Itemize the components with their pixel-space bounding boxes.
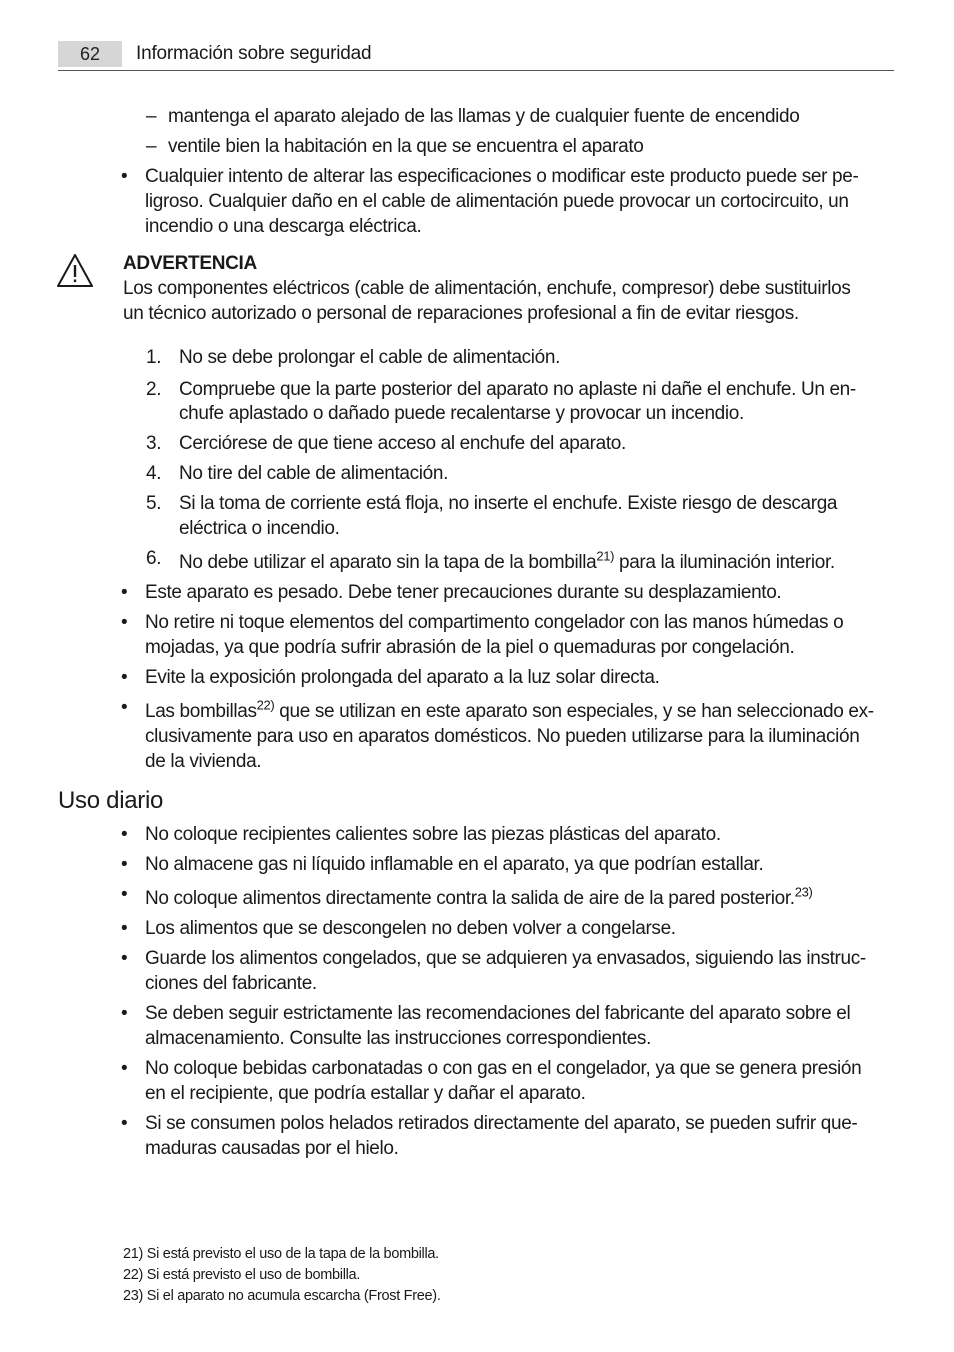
warning-line: Los componentes eléctricos (cable de alimentación, enchufe, compresor) debe sustituirlos: [123, 278, 851, 299]
bullet-line: en el recipiente, que podría estallar y dañar el aparato.: [145, 1083, 586, 1104]
bullet-marker: •: [121, 948, 128, 969]
bullet-line: Se deben seguir estrictamente las recomendaciones del fabricante del aparato sobre el: [145, 1003, 851, 1024]
numbered-line: Cerciórese de que tiene acceso al enchufe del aparato.: [179, 433, 626, 454]
bullet-marker: •: [121, 918, 128, 939]
list-number: 6.: [146, 548, 162, 569]
warning-title: ADVERTENCIA: [123, 253, 257, 274]
bullet-marker: •: [121, 824, 128, 845]
page-number: 62: [58, 41, 122, 67]
dash-item: mantenga el aparato alejado de las llamas y de cualquier fuente de encendido: [168, 106, 800, 127]
bullet-line: mojadas, ya que podría sufrir abrasión de la piel o quemaduras por congelación.: [145, 637, 795, 658]
footnote: 22) Si está previsto el uso de bombilla.: [123, 1267, 361, 1283]
list-number: 5.: [146, 493, 162, 514]
warning-line: un técnico autorizado o personal de reparaciones profesional a fin de evitar riesgos.: [123, 303, 799, 324]
bullet-marker: •: [121, 1003, 128, 1024]
bullet-marker: •: [121, 854, 128, 875]
warning-triangle-icon: [55, 252, 95, 290]
footnote: 21) Si está previsto el uso de la tapa de la bombilla.: [123, 1246, 439, 1262]
bullet-line: No almacene gas ni líquido inflamable en el aparato, ya que podrían estallar.: [145, 854, 764, 875]
bullet-marker: •: [121, 166, 128, 187]
numbered-text: para la iluminación interior.: [614, 552, 835, 573]
bullet-line: ligroso. Cualquier daño en el cable de alimentación puede provocar un cortocircuito, un: [145, 191, 849, 212]
bullet-line: Los alimentos que se descongelen no deben volver a congelarse.: [145, 918, 676, 939]
bullet-text: que se utilizan en este aparato son especiales, y se han seleccionado ex-: [274, 701, 874, 722]
numbered-line: No tire del cable de alimentación.: [179, 463, 449, 484]
numbered-text: No debe utilizar el aparato sin la tapa de la bombilla: [179, 552, 597, 573]
list-number: 2.: [146, 379, 162, 400]
bullet-line: maduras causadas por el hielo.: [145, 1138, 399, 1159]
bullet-marker: •: [121, 612, 128, 633]
bullet-line: No coloque recipientes calientes sobre las piezas plásticas del aparato.: [145, 824, 721, 845]
footnote: 23) Si el aparato no acumula escarcha (Frost Free).: [123, 1288, 441, 1304]
bullet-line: [145, 886, 812, 911]
bullet-marker: •: [121, 1058, 128, 1079]
bullet-line: No retire ni toque elementos del compartimento congelador con las manos húmedas o: [145, 612, 844, 633]
bullet-text: Las bombillas: [145, 701, 257, 722]
numbered-line: [179, 550, 835, 575]
list-number: 1.: [146, 347, 162, 368]
bullet-line: Si se consumen polos helados retirados directamente del aparato, se pueden sufrir que-: [145, 1113, 858, 1134]
footnote-ref: 22): [256, 697, 275, 713]
bullet-text: No coloque alimentos directamente contra la salida de aire de la pared posterior.: [145, 888, 795, 909]
page-header: [58, 40, 894, 71]
dash-item: ventile bien la habitación en la que se encuentra el aparato: [168, 136, 644, 157]
bullet-marker: •: [121, 582, 128, 603]
bullet-marker: •: [121, 1113, 128, 1134]
bullet-marker: •: [121, 884, 128, 905]
footnote-ref: 23): [794, 884, 813, 900]
numbered-line: Compruebe que la parte posterior del aparato no aplaste ni dañe el enchufe. Un en-: [179, 379, 856, 400]
bullet-line: Este aparato es pesado. Debe tener precauciones durante su desplazamiento.: [145, 582, 782, 603]
bullet-line: de la vivienda.: [145, 751, 262, 772]
list-number: 3.: [146, 433, 162, 454]
dash-marker: –: [146, 136, 157, 157]
footnote-ref: 21): [596, 548, 615, 564]
list-number: 4.: [146, 463, 162, 484]
bullet-line: Guarde los alimentos congelados, que se adquieren ya envasados, siguiendo las instruc-: [145, 948, 866, 969]
bullet-line: almacenamiento. Consulte las instrucciones correspondientes.: [145, 1028, 652, 1049]
bullet-marker: •: [121, 667, 128, 688]
bullet-line: ciones del fabricante.: [145, 973, 317, 994]
bullet-marker: •: [121, 697, 128, 718]
section-title: Información sobre seguridad: [136, 43, 372, 64]
bullet-line: clusivamente para uso en aparatos domésticos. No pueden utilizarse para la iluminación: [145, 726, 860, 747]
dash-marker: –: [146, 106, 157, 127]
bullet-line: Evite la exposición prolongada del aparato a la luz solar directa.: [145, 667, 660, 688]
numbered-line: Si la toma de corriente está floja, no inserte el enchufe. Existe riesgo de descarga: [179, 493, 838, 514]
numbered-line: chufe aplastado o dañado puede recalentarse y provocar un incendio.: [179, 403, 744, 424]
section-heading: Uso diario: [58, 787, 164, 814]
numbered-line: eléctrica o incendio.: [179, 518, 340, 539]
numbered-line: No se debe prolongar el cable de alimentación.: [179, 347, 561, 368]
bullet-line: incendio o una descarga eléctrica.: [145, 216, 422, 237]
bullet-line: [145, 699, 874, 724]
bullet-line: No coloque bebidas carbonatadas o con gas en el congelador, ya que se genera presión: [145, 1058, 862, 1079]
bullet-line: Cualquier intento de alterar las especificaciones o modificar este producto puede ser pe-: [145, 166, 859, 187]
